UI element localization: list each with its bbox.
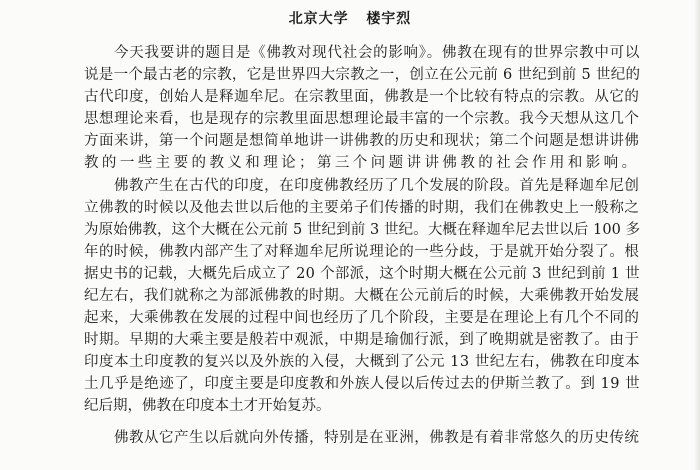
text-line: 今天我要讲的题目是《佛教对现代社会的影响》。佛教在现有的世界宗教中可以 [114,45,641,61]
text-line: 起来，大乘佛教在发展的过程中间也经历了几个阶段，主要是在理论上有几个不同的 [84,310,640,326]
author-line [0,8,700,28]
text-line: 时期。早期的大乘主要是般若中观派，中期是瑜伽行派，到了晚期就是密教了。由于 [84,332,640,348]
text-line: 纪后期，佛教在印度本土才开始复苏。 [84,398,331,414]
text-line: 佛教产生在古代的印度，在印度佛教经历了几个发展的阶段。首先是释迦牟尼创 [114,178,640,194]
text-line: 古代印度，创始人是释迦牟尼。在宗教里面，佛教是一个比较有特点的宗教。从它的 [84,89,640,105]
text-line: 印度本土印度教的复兴以及外族的入侵，大概到了公元 13 世纪左右，佛教在印度本 [84,354,641,370]
text-line: 教的一些主要的教义和理论；第三个问题讲讲佛教的社会作用和影响。 [84,155,640,171]
text-line: 据史书的记载，大概先后成立了 20 个部派，这个时期大概在公元前 3 世纪到前 1 世 [84,266,640,282]
text-line: 说是一个最古老的宗教，它是世界四大宗教之一，创立在公元前 6 世纪到前 5 世纪的 [84,67,641,83]
text-line: 纪左右，我们就称之为部派佛教的时期。大概在公元前后的时候，大乘佛教开始发展 [84,288,640,304]
text-line: 立佛教的时候以及他去世以后他的主要弟子们传播的时期，我们在佛教史上一般称之 [84,200,640,216]
author-name: 楼宇烈 [366,11,412,27]
text-line: 土几乎是绝迹了，印度主要是印度教和外族人侵以后传过去的伊斯兰教了。到 19 世 [84,376,641,392]
text-line: 思想理论来看，也是现存的宗教里面思想理论最丰富的一个宗教。我今天想从这几个 [84,111,640,127]
scan-edge-shadow [694,0,700,470]
institution: 北京大学 [288,11,349,27]
text-line: 年的时候，佛教内部产生了对释迦牟尼所说理论的一些分歧，于是就开始分裂了。根 [84,244,640,260]
text-line: 佛教从它产生以后就向外传播，特别是在亚洲，佛教是有着非常悠久的历史传统 [114,430,640,446]
text-line: 方面来讲，第一个问题是想简单地讲一讲佛教的历史和现状；第二个问题是想讲讲佛 [84,133,640,149]
text-line: 为原始佛教，这个大概在公元前 5 世纪到前 3 世纪。大概在释迦牟尼去世以后 100 多 [84,222,641,238]
